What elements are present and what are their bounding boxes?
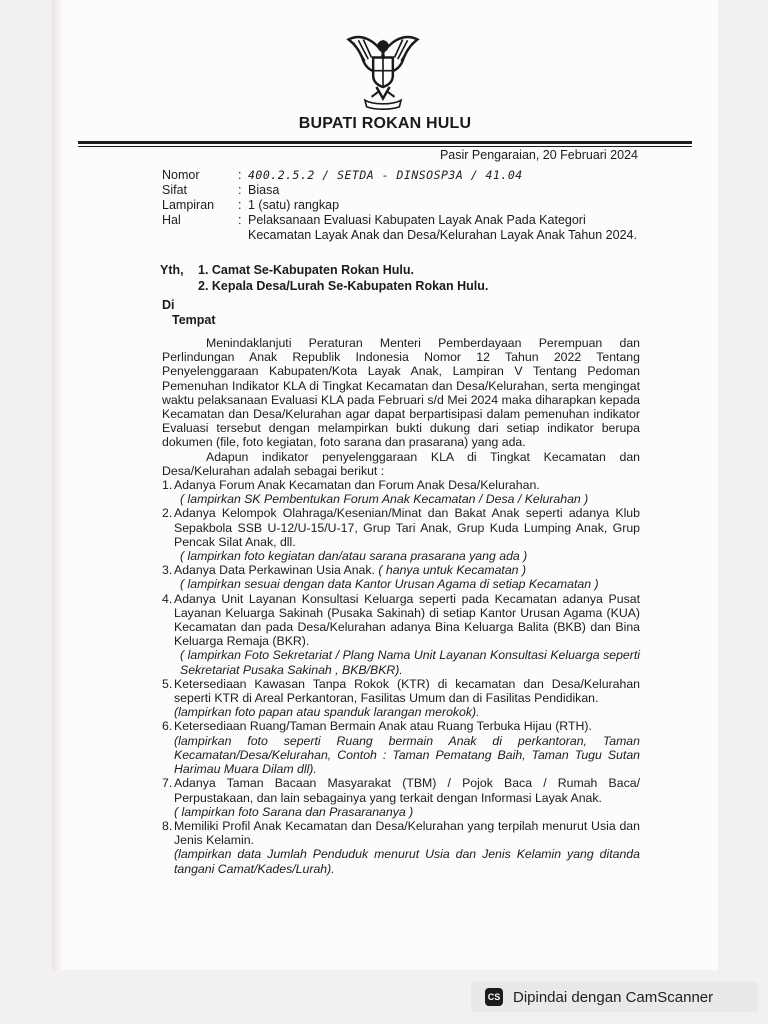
sifat-value: Biasa (248, 183, 280, 197)
meta-hal: Hal : Pelaksanaan Evaluasi Kabupaten Layak Anak Pada Kategori Kecamatan Layak Anak dan Desa/Kelurahan Layak Anak Tahun 2024. (162, 213, 637, 242)
list-item: 6. Ketersediaan Ruang/Taman Bermain Anak atau Ruang Terbuka Hijau (RTH). (lampirkan foto seperti Ruang bermain Anak di perkantoran, Taman Kecamatan/Desa/Kelurahan, Contoh : Taman Pematang Baih, Taman Tugu Sutan Harimau Muara Dilam dll). (162, 719, 640, 777)
recipients (160, 262, 488, 294)
nomor-value: 400.2.5.2 / SETDA - DINSOSP3A / 41.04 (248, 168, 523, 182)
list-item: 3. Adanya Data Perkawinan Usia Anak. ( hanya untuk Kecamatan ) ( lampirkan sesuai dengan data Kantor Urusan Agama di setiap Kecamatan ) (162, 563, 599, 592)
tempat-label: Tempat (172, 313, 216, 327)
garuda-emblem-icon (342, 28, 424, 110)
paragraph-1: Menindaklanjuti Peraturan Menteri Pemberdayaan Perempuan dan Perlindungan Anak Republik Indonesia Nomor 12 Tahun 2022 Tentang Penyelenggaraan Kabupaten/Kota Layak Anak, Lampiran V Tentang Pedoman Pemenuhan Indikator KLA di Tingkat Kecamatan dan Desa/Kelurahan, serta mengingat waktu pelaksanaan Evaluasi KLA pada Februari s/d Mei 2024 maka diharapkan kepada Kecamatan dan Desa/Kelurahan agar dapat berpartisipasi dalam pemenuhan indikator Evaluasi tersebut dengan melampirkan bukti dukung dari setiap indikator berupa dokumen (file, foto kegiatan, foto sarana dan prasarana) yang ada. (162, 336, 640, 450)
meta-lampiran: Lampiran : 1 (satu) rangkap (162, 198, 638, 213)
list-item: 2. Adanya Kelompok Olahraga/Kesenian/Minat dan Bakat Anak seperti adanya Klub Sepakbola SSB U-12/U-15/U-17, Grup Tari Anak, Grup Kuda Lumping Anak, Grup Pencak Silat Anak, dll. ( lampirkan foto kegiatan dan/atau sarana prasarana yang ada ) (162, 506, 640, 564)
di-label: Di (162, 298, 175, 312)
lampiran-label: Lampiran (162, 198, 215, 212)
camscanner-watermark (471, 982, 758, 1012)
recipient-2: 2. Kepala Desa/Lurah Se-Kabupaten Rokan Hulu. (198, 279, 489, 293)
meta-nomor: Nomor : 400.2.5.2 / SETDA - DINSOSP3A / 41.04 (162, 168, 638, 183)
list-item: 1. Adanya Forum Anak Kecamatan dan Forum Anak Desa/Kelurahan. ( lampirkan SK Pembentukan Forum Anak Kecamatan / Desa / Kelurahan ) (162, 478, 589, 507)
meta-sifat: Sifat : Biasa (162, 183, 638, 198)
lampiran-value: 1 (satu) rangkap (248, 198, 340, 212)
sifat-label: Sifat (162, 183, 188, 197)
list-item: 5. Ketersediaan Kawasan Tanpa Rokok (KTR) di kecamatan dan Desa/Kelurahan seperti KTR di Areal Perkantoran, Fasilitas Umum dan di Fasilitas Pendidikan. (lampirkan foto papan atau spanduk larangan merokok). (162, 676, 640, 720)
yth-label: Yth, (160, 263, 184, 277)
letter-page (52, 0, 718, 970)
letter-meta (162, 168, 638, 243)
letterhead-rule-thin (78, 146, 692, 147)
date-line: Pasir Pengaraian, 20 Februari 2024 (439, 148, 638, 162)
camscanner-label: Dipindai dengan CamScanner (513, 988, 714, 1006)
letter-body (162, 336, 640, 876)
letterhead-title: BUPATI ROKAN HULU (298, 115, 472, 132)
list-item: 8. Memiliki Profil Anak Kecamatan dan Desa/Kelurahan yang terpilah menurut Usia dan Jenis Kelamin. (lampirkan data Jumlah Penduduk menurut Usia dan Jenis Kelamin yang ditanda tangani Camat/Kades/Lurah). (162, 818, 640, 876)
list-item: 7. Adanya Taman Bacaan Masyarakat (TBM) / Pojok Baca / Rumah Baca/ Perpustakaan, dan lain sebagainya yang terkait dengan Informasi Layak Anak. ( lampirkan foto Sarana dan Prasarananya ) (162, 776, 640, 819)
page-edge-shadow (52, 0, 64, 970)
hal-label: Hal (162, 213, 181, 227)
nomor-label: Nomor (162, 168, 200, 182)
address-block (162, 298, 216, 328)
hal-value: Pelaksanaan Evaluasi Kabupaten Layak Anak Pada Kategori Kecamatan Layak Anak dan Desa/Kelurahan Layak Anak Tahun 2024. (248, 213, 637, 242)
indicator-list (162, 478, 640, 876)
paragraph-2: Adapun indikator penyelenggaraan KLA di Tingkat Kecamatan dan Desa/Kelurahan adalah sebagai berikut : (162, 449, 640, 478)
list-item: 4. Adanya Unit Layanan Konsultasi Keluarga seperti pada Kecamatan adanya Pusat Layanan Keluarga Sakinah (Pusaka Sakinah) di setiap Kantor Urusan Agama (KUA) Kecamatan dan pada Desa/Kelurahan adanya Bina Keluarga Balita (BKB) dan Bina Keluarga Remaja (BKR). ( lampirkan Foto Sekretariat / Plang Nama Unit Layanan Konsultasi Keluarga seperti Sekretariat Pusaka Sakinah , BKB/BKR). (162, 591, 640, 677)
camscanner-icon: CS (485, 988, 503, 1006)
recipient-1: 1. Camat Se-Kabupaten Rokan Hulu. (198, 263, 415, 277)
letterhead-rule-thick (78, 141, 692, 144)
